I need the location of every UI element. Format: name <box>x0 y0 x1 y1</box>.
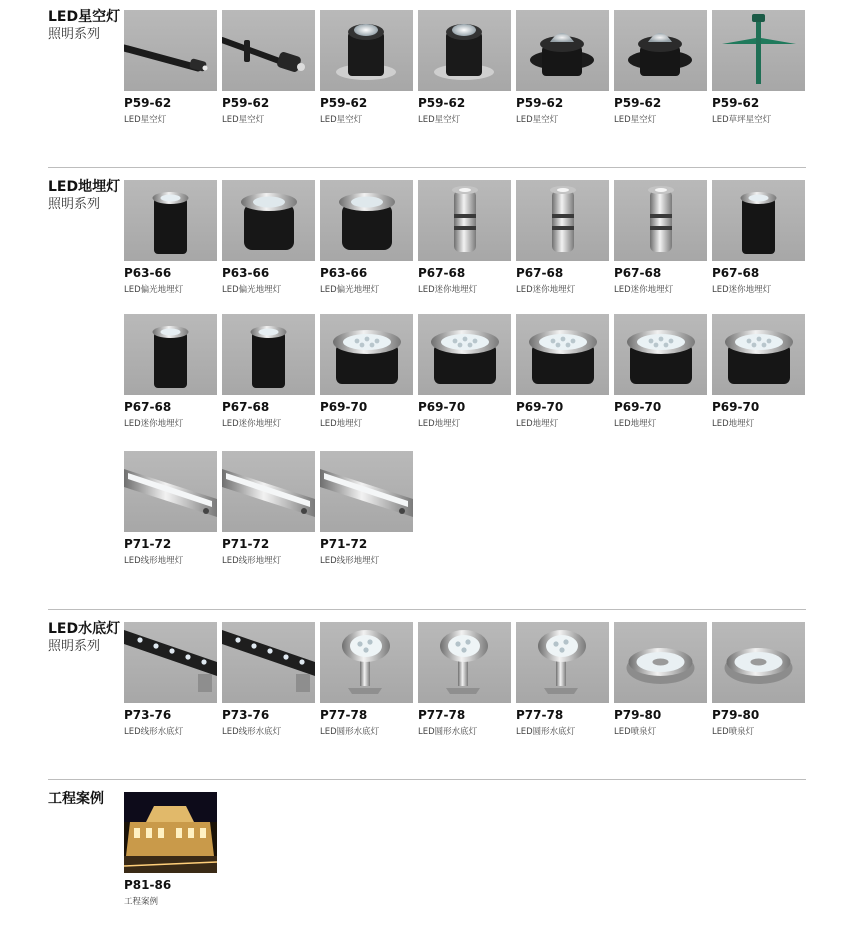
section-divider <box>48 167 806 168</box>
multi-led-buried-icon <box>320 314 413 395</box>
fountain-ring-icon <box>712 622 805 703</box>
wide-buried-icon <box>222 180 315 261</box>
product-code: P59-62 <box>516 96 564 110</box>
product-code: P71-72 <box>320 537 368 551</box>
product-code: P77-78 <box>418 708 466 722</box>
section-subtitle: 照明系列 <box>48 639 101 654</box>
round-underwater-icon <box>320 622 413 703</box>
product-code: P71-72 <box>222 537 270 551</box>
product-code: P81-86 <box>124 878 172 892</box>
product-code: P69-70 <box>418 400 466 414</box>
product-desc: LED星空灯 <box>124 115 167 125</box>
product-desc: LED迷你地埋灯 <box>418 285 478 295</box>
section-title: 工程案例 <box>48 791 104 807</box>
product-code: P71-72 <box>124 537 172 551</box>
product-desc: LED星空灯 <box>516 115 559 125</box>
product-desc: LED地埋灯 <box>712 419 755 429</box>
section-divider <box>48 609 806 610</box>
product-code: P59-62 <box>124 96 172 110</box>
product-desc: LED迷你地埋灯 <box>712 285 772 295</box>
product-desc: LED地埋灯 <box>320 419 363 429</box>
linear-underwater-icon <box>124 622 217 703</box>
product-desc: LED迷你地埋灯 <box>124 419 184 429</box>
product-desc: LED星空灯 <box>614 115 657 125</box>
tall-buried-icon <box>124 314 217 395</box>
product-desc: LED地埋灯 <box>516 419 559 429</box>
product-code: P69-70 <box>614 400 662 414</box>
section-divider <box>48 779 806 780</box>
product-code: P67-68 <box>614 266 662 280</box>
product-desc: LED线形水底灯 <box>124 727 184 737</box>
tall-buried-icon <box>222 314 315 395</box>
product-code: P73-76 <box>124 708 172 722</box>
product-desc: LED迷你地埋灯 <box>222 419 282 429</box>
linear-underwater-icon <box>222 622 315 703</box>
product-desc: LED偏光地埋灯 <box>124 285 184 295</box>
dome-starlight-icon <box>614 10 707 91</box>
section-heading <box>48 178 120 214</box>
product-desc: LED线形地埋灯 <box>222 556 282 566</box>
linear-buried-icon <box>320 451 413 532</box>
rod-spot-icon <box>222 10 315 91</box>
multi-led-buried-icon <box>516 314 609 395</box>
wide-buried-icon <box>320 180 413 261</box>
product-code: P69-70 <box>516 400 564 414</box>
product-desc: LED线形水底灯 <box>222 727 282 737</box>
product-code: P69-70 <box>712 400 760 414</box>
product-desc: LED偏光地埋灯 <box>320 285 380 295</box>
product-code: P67-68 <box>124 400 172 414</box>
product-code: P59-62 <box>222 96 270 110</box>
product-desc: LED线形地埋灯 <box>320 556 380 566</box>
product-desc: LED地埋灯 <box>418 419 461 429</box>
linear-buried-icon <box>222 451 315 532</box>
section-title: LED星空灯 <box>48 9 121 25</box>
tall-buried-icon <box>124 180 217 261</box>
product-code: P67-68 <box>712 266 760 280</box>
night-building-photo-icon <box>124 792 217 873</box>
product-code: P77-78 <box>516 708 564 722</box>
section-title: LED水底灯 <box>48 621 121 637</box>
section-heading <box>48 8 120 44</box>
section-heading <box>48 790 104 808</box>
product-code: P69-70 <box>320 400 368 414</box>
cup-starlight-icon <box>418 10 511 91</box>
product-desc: LED圆形水底灯 <box>418 727 478 737</box>
tall-buried-icon <box>712 180 805 261</box>
section-heading <box>48 620 120 656</box>
round-underwater-icon <box>418 622 511 703</box>
linear-buried-icon <box>124 451 217 532</box>
product-desc: LED喷泉灯 <box>712 727 755 737</box>
product-desc: LED迷你地埋灯 <box>614 285 674 295</box>
multi-led-buried-icon <box>712 314 805 395</box>
product-code: P59-62 <box>320 96 368 110</box>
product-code: P59-62 <box>418 96 466 110</box>
product-code: P59-62 <box>614 96 662 110</box>
product-code: P79-80 <box>712 708 760 722</box>
product-desc: LED迷你地埋灯 <box>516 285 576 295</box>
section-subtitle: 照明系列 <box>48 197 101 212</box>
product-desc: LED圆形水底灯 <box>320 727 380 737</box>
product-desc: LED星空灯 <box>320 115 363 125</box>
lawn-spike-icon <box>712 10 805 91</box>
product-code: P63-66 <box>124 266 172 280</box>
product-code: P63-66 <box>222 266 270 280</box>
round-underwater-icon <box>516 622 609 703</box>
product-desc: LED圆形水底灯 <box>516 727 576 737</box>
section-title: LED地埋灯 <box>48 179 121 195</box>
product-desc: LED草坪星空灯 <box>712 115 772 125</box>
product-code: P59-62 <box>712 96 760 110</box>
product-code: P63-66 <box>320 266 368 280</box>
product-desc: 工程案例 <box>124 897 159 907</box>
mini-steel-icon <box>614 180 707 261</box>
mini-steel-icon <box>418 180 511 261</box>
product-desc: LED星空灯 <box>222 115 265 125</box>
product-desc: LED地埋灯 <box>614 419 657 429</box>
product-desc: LED星空灯 <box>418 115 461 125</box>
product-code: P73-76 <box>222 708 270 722</box>
product-desc: LED线形地埋灯 <box>124 556 184 566</box>
multi-led-buried-icon <box>614 314 707 395</box>
section-subtitle: 照明系列 <box>48 27 101 42</box>
multi-led-buried-icon <box>418 314 511 395</box>
product-code: P77-78 <box>320 708 368 722</box>
product-code: P67-68 <box>418 266 466 280</box>
product-code: P67-68 <box>516 266 564 280</box>
product-desc: LED喷泉灯 <box>614 727 657 737</box>
product-code: P79-80 <box>614 708 662 722</box>
thin-rod-spot-icon <box>124 10 217 91</box>
product-desc: LED偏光地埋灯 <box>222 285 282 295</box>
mini-steel-icon <box>516 180 609 261</box>
dome-starlight-icon <box>516 10 609 91</box>
product-code: P67-68 <box>222 400 270 414</box>
fountain-ring-icon <box>614 622 707 703</box>
cup-starlight-icon <box>320 10 413 91</box>
